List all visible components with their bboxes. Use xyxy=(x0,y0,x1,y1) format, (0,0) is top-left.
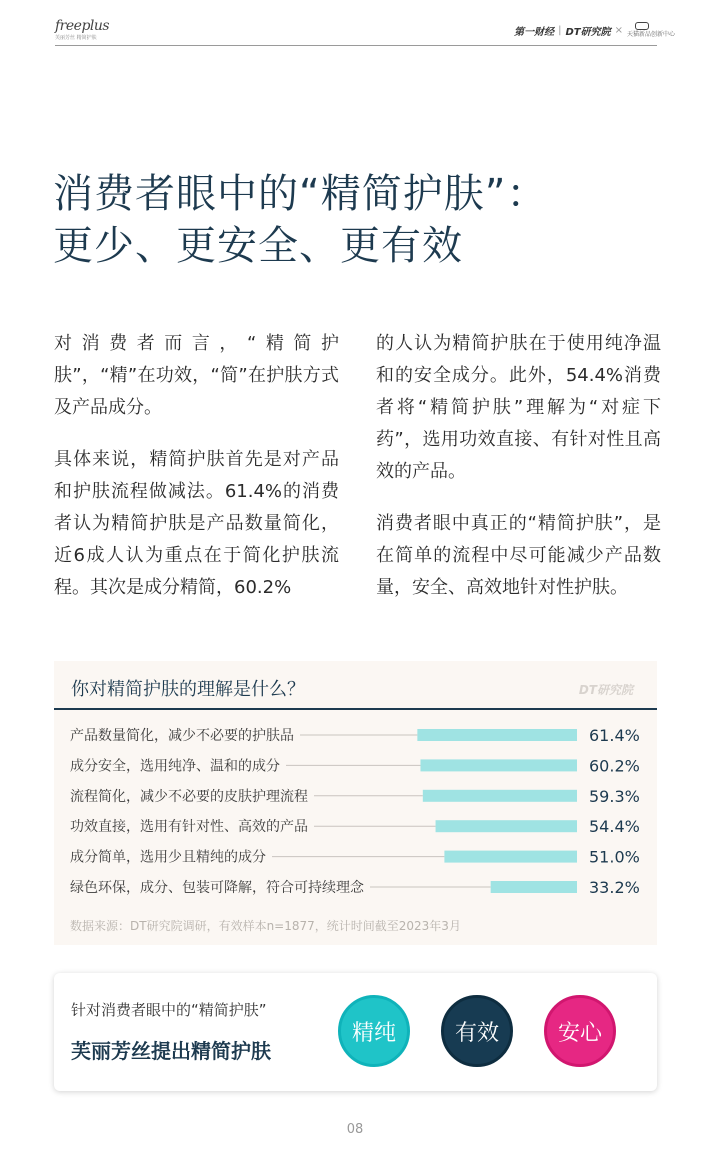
partner-logo-tmall xyxy=(627,22,676,38)
body-column-left xyxy=(54,328,339,624)
bar xyxy=(491,881,577,893)
bar-value-label: 61.4% xyxy=(589,726,640,745)
body-paragraph: 对消费者而言，“精简护肤”，“精”在功效，“简”在护肤方式及产品成分。 xyxy=(54,333,339,418)
partner-divider: | xyxy=(558,24,562,36)
partner-logo-yicai: 第一财经 xyxy=(514,26,555,38)
page-title-line-2: 更少、更安全、更有效 xyxy=(53,223,463,269)
bar-value-label: 59.3% xyxy=(589,786,640,806)
bar xyxy=(444,851,577,863)
partner-logo-dt: DT研究院 xyxy=(565,26,611,38)
page-title-line-1: 消费者眼中的“精简护肤”： xyxy=(53,171,548,217)
tmall-icon xyxy=(635,22,649,30)
body-paragraph: 的人认为精简护肤在于使用纯净温和的安全成分。此外，54.4%消费者将“精简护肤”理解为“对症下药”，选用功效直接、有针对性且高效的产品。 xyxy=(376,333,661,482)
bar-category-label: 成分安全，选用纯净、温和的成分 xyxy=(70,758,280,775)
bar xyxy=(436,820,577,832)
bar-category-label: 产品数量简化，减少不必要的护肤品 xyxy=(70,728,294,744)
bar-value-label: 54.4% xyxy=(589,817,640,837)
pillar-circle-safe: 安心 xyxy=(544,995,616,1067)
bar-category-label: 成分简单，选用少且精纯的成分 xyxy=(70,849,266,866)
partner-cross: × xyxy=(614,24,623,36)
page-title xyxy=(53,168,663,272)
partner-logos xyxy=(514,22,676,38)
chart-watermark: DT研究院 xyxy=(578,683,633,697)
bar-value-label: 60.2% xyxy=(589,756,640,776)
chart-source-note: 数据来源：DT研究院调研，有效样本n=1877，统计时间截至2023年3月 xyxy=(70,919,461,933)
chart-title-rule xyxy=(54,708,657,710)
body-paragraph: 具体来说，精简护肤首先是对产品和护肤流程做减法。61.4%的消费者认为精简护肤是产品数量简化，近6成人认为重点在于简化护肤流程。其次是成分精简，60.2% xyxy=(54,449,339,598)
bar-category-label: 绿色环保，成分、包装可降解，符合可持续理念 xyxy=(70,880,364,896)
page-number: 08 xyxy=(346,1122,364,1137)
page-header xyxy=(55,18,676,46)
bar-category-label: 流程简化，减少不必要的皮肤护理流程 xyxy=(70,788,308,805)
body-paragraph: 消费者眼中真正的“精简护肤”，是在简单的流程中尽可能减少产品数量，安全、高效地针对性护肤。 xyxy=(376,513,661,598)
body-column-right xyxy=(376,328,661,624)
partner-logo-tmall-text: 天猫新品创新中心 xyxy=(627,31,676,38)
card-headline: 芙丽芳丝提出精简护肤 xyxy=(71,1039,271,1063)
bar-value-label: 51.0% xyxy=(589,847,640,867)
chart-panel xyxy=(54,661,657,945)
brand-logo: freeplus xyxy=(55,18,110,34)
bar-chart xyxy=(54,661,657,945)
bar xyxy=(423,790,577,802)
summary-card xyxy=(54,973,657,1091)
bar-category-label: 功效直接，选用有针对性、高效的产品 xyxy=(70,819,308,836)
bar xyxy=(417,729,577,741)
bar xyxy=(420,759,577,771)
card-lead-text: 针对消费者眼中的“精简护肤” xyxy=(71,1001,267,1019)
brand-tagline: 芙丽芳丝 精简护肤 xyxy=(55,35,97,41)
chart-title: 你对精简护肤的理解是什么？ xyxy=(71,679,305,700)
pillar-circle-effective: 有效 xyxy=(441,995,513,1067)
bar-value-label: 33.2% xyxy=(589,878,640,897)
pillar-circle-pure: 精纯 xyxy=(338,995,410,1067)
